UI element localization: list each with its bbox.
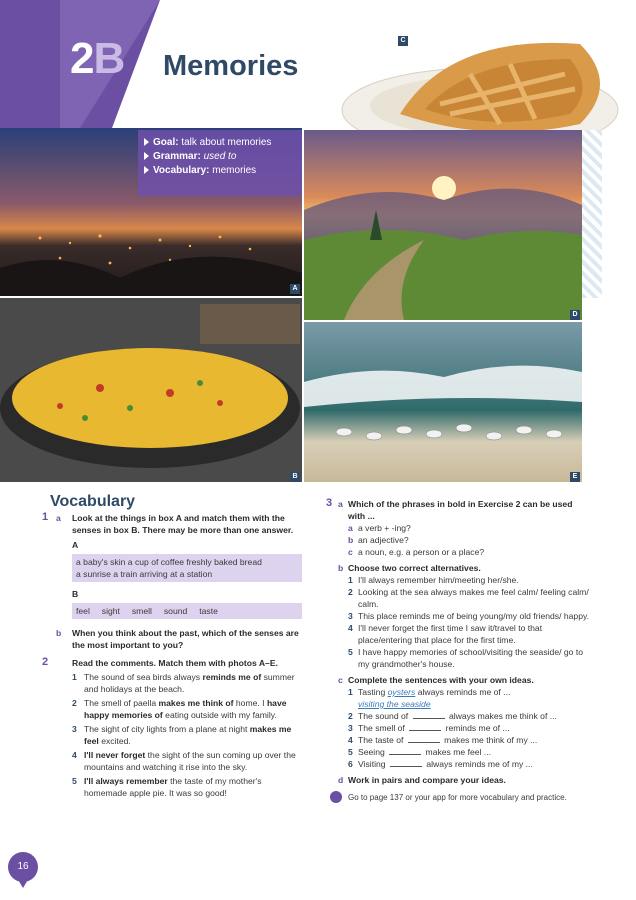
- item-number: 5: [348, 647, 353, 657]
- answer-blank: [389, 754, 421, 755]
- exercise-1a: 1 a Look at the things in box A and match them with the senses in box B. There may be more than one answer. A a baby's skin a cup of coffee freshly baked bread a sunrise a train arriving at a station B feel sight smell sound taste: [50, 512, 302, 619]
- exercise-3b: b Choose two correct alternatives. 1 I'll always remember him/meeting her/she. 2 Looking at the sea always makes me feel calm/ feeling calm/ calm. 3 This place reminds me of being young/my old friends/ happy. 4 I'll never forget the first time I saw it/travel to that place/entering that place for the first time. 5 I have happy memories of school/visiting the seaside/ go to my grandmother's house.: [338, 563, 590, 669]
- item-text: makes me feel ...: [423, 747, 491, 757]
- photo-label-d: D: [570, 310, 580, 320]
- exercise-3-section: [326, 497, 590, 804]
- item-text: The sound of: [358, 711, 411, 721]
- list-item: [72, 775, 302, 799]
- list-item: [72, 723, 302, 747]
- item-text: The smell of paella: [84, 698, 159, 708]
- item-text: always reminds me of ...: [415, 687, 511, 697]
- item-text: the taste of my mother's homemade apple pie. It was so good!: [84, 776, 262, 798]
- item-text: always makes me think of ...: [446, 711, 557, 721]
- answer-blank: [390, 766, 422, 767]
- item-number: 4: [348, 735, 353, 745]
- book-icon: [330, 791, 342, 803]
- item-number: 4: [348, 623, 353, 633]
- photo-paella: [0, 298, 302, 482]
- answer-blank: [408, 742, 440, 743]
- exercise-2: 2 Read the comments. Match them with photos A–E. 1 The sound of sea birds always reminds me of summer and holidays at the beach. 2 The smell of paella makes me think of home. I have happy memories of eating outside with my family. 3 The sight of city lights from a plane at night makes me feel excited. 4 I'll never forget the sight of the sun coming up over the mountains and watching it rise into the sky. 5 I'll always remember the taste of my mother's homemade apple pie. It was so good!: [50, 657, 302, 799]
- item-text: summer and holidays at the beach.: [84, 672, 295, 694]
- list-item: [348, 610, 590, 622]
- goal-row: Goal: talk about memories: [144, 137, 296, 148]
- vocabulary-row: Vocabulary: memories: [144, 165, 296, 176]
- list-item: [348, 710, 590, 722]
- item-letter: c: [348, 547, 353, 557]
- item-text: a verb + -ing?: [358, 523, 411, 533]
- answer-example: visiting the seaside: [358, 699, 431, 709]
- page-number: 16: [8, 852, 38, 882]
- item-number: 3: [348, 723, 353, 733]
- item-text: The taste of: [358, 735, 406, 745]
- list-item: [72, 671, 302, 695]
- item-number: 1: [348, 575, 353, 585]
- answer-example: oysters: [387, 687, 416, 697]
- item-number: 6: [348, 759, 353, 769]
- item-text: The smell of: [358, 723, 408, 733]
- decorative-stripes: [582, 130, 602, 298]
- item-number: 1: [72, 672, 77, 682]
- vocabulary-section: [42, 493, 302, 799]
- goal-box: [138, 130, 302, 196]
- photo-seabirds: [304, 322, 582, 482]
- list-item: [348, 758, 590, 770]
- item-phrase: reminds me of: [202, 672, 262, 682]
- item-text: The sound of sea birds always: [84, 672, 203, 682]
- list-item: [348, 586, 590, 610]
- item-text: Seeing: [358, 747, 388, 757]
- item-number: 2: [348, 711, 353, 721]
- item-text: I'll never forget the first time I saw it/travel to that place/entering that place for the first time.: [358, 623, 543, 645]
- item-text: reminds me of ...: [443, 723, 510, 733]
- page-title: Memories: [163, 50, 299, 82]
- item-text: I have happy memories of school/visiting the seaside/ go to my grandmother's house.: [358, 647, 583, 669]
- exercise-3a: 3 a Which of the phrases in bold in Exercise 2 can be used with ... a a verb + -ing? b an adjective? c a noun, e.g. a person or a place?: [330, 498, 590, 558]
- exercise-1b: b When you think about the past, which of the senses are the most important to you?: [56, 628, 299, 650]
- list-item: [72, 749, 302, 773]
- practice-footer: Go to page 137 or your app for more vocabulary and practice.: [330, 792, 590, 804]
- item-text: always reminds me of my ...: [423, 759, 533, 769]
- item-number: 3: [72, 724, 77, 734]
- list-item: [348, 722, 590, 734]
- list-item: [72, 697, 302, 721]
- arrow-icon: [144, 152, 149, 160]
- item-phrase: makes me feel: [84, 724, 292, 746]
- item-number: 2: [348, 587, 353, 597]
- item-text: The sight of city lights from a plane at night: [84, 724, 250, 734]
- exercise-3c: c Complete the sentences with your own ideas. 1 Tasting oysters always reminds me of ... visiting the seaside 2 The sound of always makes me think of ... 3 The smell of reminds me of ... 4 The taste of makes me think of my ... 5 Seeing makes me feel ... 6 Visiting always reminds me of my ...: [330, 674, 590, 770]
- exercise-3d: d Work in pairs and compare your ideas.: [338, 775, 506, 785]
- item-phrase: makes me think of: [158, 698, 234, 708]
- unit-number: 2B: [70, 34, 125, 83]
- photo-label-e: E: [570, 472, 580, 482]
- answer-blank: [409, 730, 441, 731]
- list-item: [348, 686, 590, 710]
- photo-label-a: A: [290, 284, 300, 294]
- item-text: I'll always remember him/meeting her/she.: [358, 575, 519, 585]
- item-phrase: I'll never forget: [84, 750, 146, 760]
- item-text: a noun, e.g. a person or a place?: [358, 547, 485, 557]
- item-letter: a: [348, 523, 353, 533]
- photo-label-c: C: [398, 36, 408, 46]
- item-text: This place reminds me of being young/my old friends/ happy.: [358, 611, 590, 621]
- photo-label-b: B: [290, 472, 300, 482]
- list-item: [348, 746, 590, 758]
- item-number: 4: [72, 750, 77, 760]
- item-phrase: have happy memories of: [84, 698, 287, 720]
- section-title: Vocabulary: [50, 493, 136, 510]
- list-item: [348, 574, 590, 586]
- list-item: [348, 646, 590, 670]
- item-text: Tasting: [358, 687, 388, 697]
- item-text: excited.: [98, 736, 131, 746]
- list-item: [348, 546, 590, 558]
- item-number: 5: [348, 747, 353, 757]
- list-item: [348, 734, 590, 746]
- item-text: Visiting: [358, 759, 388, 769]
- exercise-2-items: [72, 671, 302, 799]
- photo-mountain-sunrise: [304, 130, 582, 320]
- list-item: [348, 522, 590, 534]
- item-text: the sight of the sun coming up over the mountains and watching it rise into the sky.: [84, 750, 296, 772]
- item-text: eating outside with my family.: [162, 710, 277, 720]
- item-number: 2: [72, 698, 77, 708]
- box-b: feel sight smell sound taste: [72, 603, 302, 619]
- list-item: [348, 534, 590, 546]
- arrow-icon: [144, 166, 149, 174]
- list-item: [348, 622, 590, 646]
- item-text: makes me think of my ...: [441, 735, 538, 745]
- box-a: a baby's skin a cup of coffee freshly baked bread a sunrise a train arriving at a station: [72, 554, 302, 582]
- item-number: 3: [348, 611, 353, 621]
- answer-blank: [413, 718, 445, 719]
- arrow-icon: [144, 138, 149, 146]
- item-text: home. I: [233, 698, 267, 708]
- item-letter: b: [348, 535, 354, 545]
- item-number: 5: [72, 776, 77, 786]
- grammar-row: Grammar: used to: [144, 151, 296, 162]
- item-text: Looking at the sea always makes me feel calm/ feeling calm/ calm.: [358, 587, 589, 609]
- item-text: an adjective?: [358, 535, 409, 545]
- item-phrase: I'll always remember: [84, 776, 168, 786]
- item-number: 1: [348, 687, 353, 697]
